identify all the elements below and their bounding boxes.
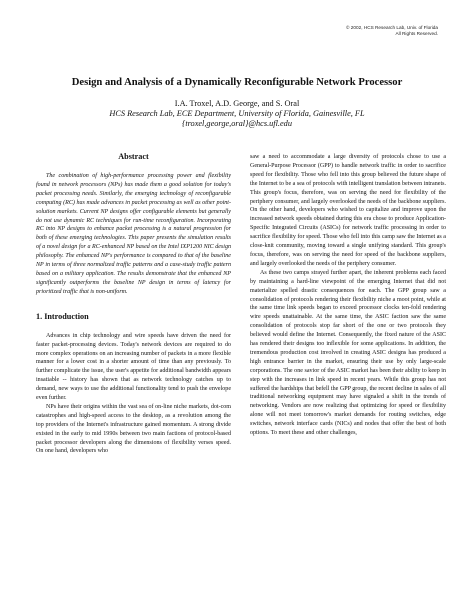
author-list: I.A. Troxel, A.D. George, and S. Oral [174,99,300,108]
intro-paragraph-1: Advances in chip technology and wire speeds have driven the need for faster packet-processing devices. Today's network devices are required to do more complex operations on an increasing number of packets in a more flexible manner for a lower cost in a shorter amount of time than any previously. To further complicate the issue, the user's appetite for additional bandwidth appears insatiable -- history has shown that as network technology catches up to demand, new ways to use the additional functionality tend to push the envelope even further. [36,332,231,402]
author-emails: {troxel,george,oral}@hcs.ufl.edu [182,119,292,128]
copyright-line-2: All Rights Reserved. [395,31,438,36]
left-column [36,151,231,456]
paper-title: Design and Analysis of a Dynamically Reconfigurable Network Processor [71,77,403,88]
copyright-line-1: © 2002, HCS Research Lab, Univ. of Florida [346,25,438,30]
abstract-body: The combination of high-performance processing power and flexibility found in network processors (NPs) has made them a good solution for today's packet processing needs. Similarly, the emerging technology of reconfigurable computing (RC) has made advances in packet processing as well as other point-solution markets. Current NP designs offer configurable elements but generally do not use dynamic RC techniques for run-time reconfiguration. Incorporating RC into NP designs to enhance packet processing is a natural progression for both of these emerging technologies. This paper presents the simulation results of a novel design for a RC-enhanced NP based on the Intel IXP1200 NIC design philosophy. The enhanced NP's performance is compared to that of the baseline NP in terms of three normalized traffic patterns and a case-study traffic pattern based on a military application. The results demonstrate that the enhanced NP significantly outperforms the baseline NP design in terms of latency for prioritized traffic that is non-uniform. [36,173,231,295]
right-paragraph-2: As these two camps strayed further apart, the inherent problems each faced by maintaining a hard-line viewpoint of the emerging Internet that did not materialize spelled drastic consequences for each. The GPP group saw a consolidation of protocols rendering their flexibility niche a moot point, while at the same time link speeds began to exceed processor clocks ten-fold rendering wire speeds unattainable. At the same time, the ASIC faction saw the same consolidation of protocols stop far short of the one or two protocols they believed would define the Internet. Consequently, the fixed nature of the ASIC has rendered their designs too inflexible for some applications. In addition, the tremendous production cost involved in creating ASIC designs has produced a high entrance barrier in the market, ensuring their use by only large-scale corporations. The one savior of the ASIC market has been their ability to keep in step with the increases in link speed in recent years. While this group has not suffered the hardships that befell the GPP group, the recent decline in sales of all traditional networking equipment may have signaled a shift in the trends of networking. Vendors are now realizing that optimizing for speed or flexibility alone will not meet tomorrow's market demands for routing switches, edge switches, network interface cards (NICs) and nodes that offer the best of both options. To meet these and other challenges, [250,269,446,437]
right-paragraph-1: saw a need to accommodate a large diversity of protocols chose to use a General-Purpose Processor (GPP) to handle network traffic in order to sacrifice speed for flexibility. Those who fell into this group believed the future shape of the Internet to be a sea of protocols with intelligent translation between intranets. This group's focus, therefore, was on serving the need for flexibility of the periphery consumer, and largely overlooked the needs of the backbone suppliers. On the other hand, developers who wished to capitalize and improve upon the increased network speeds obtained during this era chose to produce Application-Specific Integrated Circuits (ASICs) for network traffic processing in order to sacrifice flexibility for speed. Those who fell into this camp saw the Internet as a close-knit community, moving toward a single unifying standard. This group's focus, therefore, was on serving the need for speed of the backbone suppliers, and largely overlooked the needs of the periphery consumer. [250,154,446,267]
affiliation: HCS Research Lab, ECE Department, University of Florida, Gainesville, FL [109,109,365,118]
abstract-heading: Abstract [118,152,149,161]
intro-paragraph-2: NPs have their origins within the vast sea of on-line niche markets, dot-com catastrophes and high-speed access to the desktop, as a revolution among the top providers of the Internet's infrastructure gained momentum. A strong divide existed in the early to mid 1990s between two main factions of protocol-based packet processor developers along the dimensions of flexibility verses speed. On one hand, developers who [36,403,231,455]
introduction-heading: 1. Introduction [36,311,89,321]
copyright-notice [346,25,438,37]
right-column [250,153,446,438]
